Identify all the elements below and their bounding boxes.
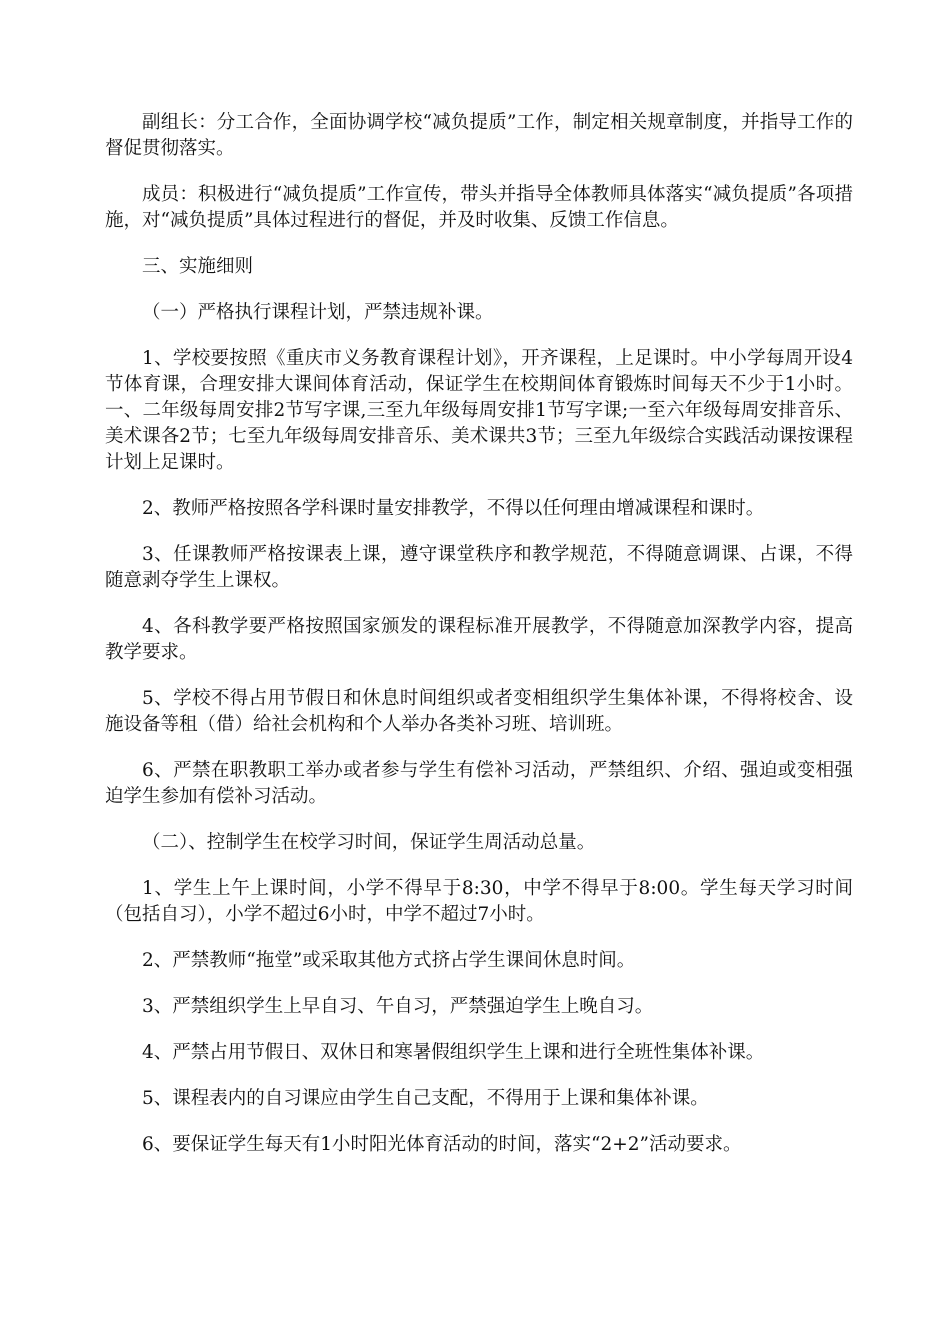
- paragraph-members: 成员：积极进行“减负提质”工作宣传，带头并指导全体教师具体落实“减负提质”各项措施，对“减负提质”具体过程进行的督促，并及时收集、反馈工作信息。: [105, 184, 853, 231]
- document-page: [105, 110, 853, 1178]
- paragraph-item-1-4: 4、各科教学要严格按照国家颁发的课程标准开展教学，不得随意加深教学内容，提高教学要求。: [105, 616, 853, 663]
- paragraph-item-2-2: 2、严禁教师“拖堂”或采取其他方式挤占学生课间休息时间。: [142, 950, 636, 971]
- paragraph-item-1-2: 2、教师严格按照各学科课时量安排教学，不得以任何理由增减课程和课时。: [142, 498, 765, 519]
- paragraph-item-2-4: 4、严禁占用节假日、双休日和寒暑假组织学生上课和进行全班性集体补课。: [142, 1042, 765, 1063]
- paragraph-item-2-5: 5、课程表内的自习课应由学生自己支配，不得用于上课和集体补课。: [142, 1088, 709, 1109]
- section-heading-implementation: 三、实施细则: [142, 256, 254, 277]
- paragraph-vice-leader: 副组长：分工合作，全面协调学校“减负提质”工作，制定相关规章制度，并指导工作的督促贯彻落实。: [105, 112, 853, 159]
- paragraph-item-2-1: 1、学生上午上课时间，小学不得早于8:30，中学不得早于8:00。学生每天学习时间（包括自习），小学不超过6小时，中学不超过7小时。: [105, 878, 853, 925]
- subheading-curriculum: （一）严格执行课程计划，严禁违规补课。: [142, 302, 494, 323]
- paragraph-item-2-6: 6、要保证学生每天有1小时阳光体育活动的时间，落实“2+2”活动要求。: [142, 1134, 742, 1155]
- paragraph-item-2-3: 3、严禁组织学生上早自习、午自习，严禁强迫学生上晚自习。: [142, 996, 654, 1017]
- paragraph-item-1-3: 3、任课教师严格按课表上课，遵守课堂秩序和教学规范，不得随意调课、占课，不得随意剥夺学生上课权。: [105, 544, 853, 591]
- paragraph-item-1-5: 5、学校不得占用节假日和休息时间组织或者变相组织学生集体补课，不得将校舍、设施设备等租（借）给社会机构和个人举办各类补习班、培训班。: [105, 688, 853, 735]
- subheading-study-time: （二）、控制学生在校学习时间，保证学生周活动总量。: [142, 832, 596, 853]
- paragraph-item-1-1: 1、学校要按照《重庆市义务教育课程计划》，开齐课程，上足课时。中小学每周开设4节体育课，合理安排大课间体育活动，保证学生在校期间体育锻炼时间每天不少于1小时。一、二年级每周安排2节写字课,三至九年级每周安排1节写字课;一至六年级每周安排音乐、美术课各2节；七至九年级每周安排音乐、美术课共3节；三至九年级综合实践活动课按课程计划上足课时。: [105, 348, 853, 473]
- paragraph-item-1-6: 6、严禁在职教职工举办或者参与学生有偿补习活动，严禁组织、介绍、强迫或变相强迫学生参加有偿补习活动。: [105, 760, 853, 807]
